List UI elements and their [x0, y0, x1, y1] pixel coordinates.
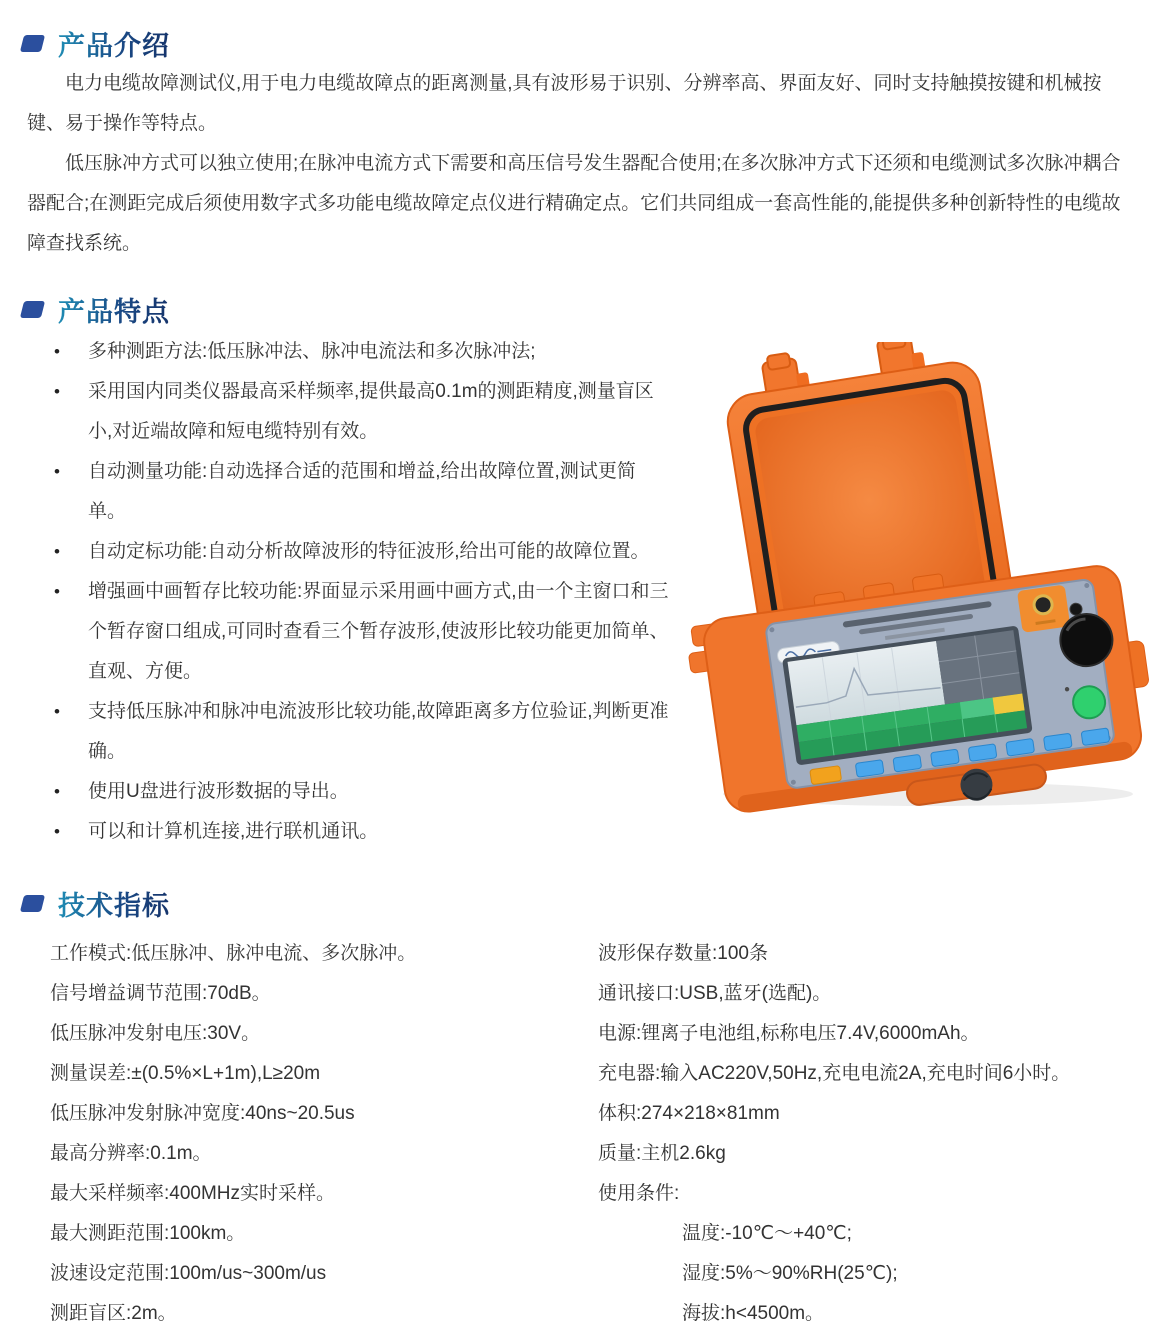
spec-line: 低压脉冲发射电压:30V。 — [50, 1023, 261, 1044]
feature-text: 采用国内同类仪器最高采样频率,提供最高0.1m的测距精度,测量盲区小,对近端故障和短电缆特别有效。 — [88, 381, 654, 442]
bullet-marker: • — [54, 702, 60, 721]
feature-text: 多种测距方法:低压脉冲法、脉冲电流法和多次脉冲法; — [88, 341, 536, 362]
feature-text: 使用U盘进行波形数据的导出。 — [88, 781, 349, 802]
conditions-label: 使用条件: — [598, 1183, 680, 1204]
spec-line: 通讯接口:USB,蓝牙(选配)。 — [598, 983, 832, 1004]
section-bullet-square — [20, 895, 45, 912]
product-photo-svg — [688, 342, 1150, 814]
feature-item — [54, 532, 670, 572]
specs-left-column — [50, 934, 598, 1334]
feature-item — [54, 572, 670, 692]
spec-line: 最高分辨率:0.1m。 — [50, 1143, 212, 1164]
feature-text: 支持低压脉冲和脉冲电流波形比较功能,故障距离多方位验证,判断更准确。 — [88, 701, 669, 762]
conditions-group — [598, 1214, 1150, 1334]
section-title-intro: 产品介绍 — [58, 24, 170, 63]
bullet-marker: • — [54, 542, 60, 561]
feature-item — [54, 772, 670, 812]
product-photo — [688, 342, 1150, 814]
bullet-marker: • — [54, 382, 60, 401]
feature-item — [54, 372, 670, 452]
feature-item — [54, 452, 670, 532]
section-title-specs: 技术指标 — [58, 884, 170, 923]
spec-line: 信号增益调节范围:70dB。 — [50, 983, 271, 1004]
spec-line: 低压脉冲发射脉冲宽度:40ns~20.5us — [50, 1103, 355, 1124]
feature-item — [54, 692, 670, 772]
feature-text: 可以和计算机连接,进行联机通讯。 — [88, 821, 379, 842]
spec-line: 测量误差:±(0.5%×L+1m),L≥20m — [50, 1063, 321, 1084]
intro-paragraph: 电力电缆故障测试仪,用于电力电缆故障点的距离测量,具有波形易于识别、分辨率高、界面友好、同时支持触摸按键和机械按键、易于操作等特点。 — [27, 73, 1102, 134]
bullet-marker: • — [54, 582, 60, 601]
condition-line: 湿度:5%～90%RH(25℃); — [682, 1263, 898, 1284]
condition-line: 温度:-10℃～+40℃; — [682, 1223, 852, 1244]
feature-text: 自动定标功能:自动分析故障波形的特征波形,给出可能的故障位置。 — [88, 541, 650, 562]
spec-line: 体积:274×218×81mm — [598, 1103, 780, 1124]
features-list — [54, 332, 670, 852]
spec-line: 工作模式:低压脉冲、脉冲电流、多次脉冲。 — [50, 943, 417, 964]
section-header-intro — [22, 24, 170, 63]
spec-line: 测距盲区:2m。 — [50, 1303, 177, 1324]
section-bullet-square — [20, 35, 45, 52]
bullet-marker: • — [54, 782, 60, 801]
feature-item — [54, 332, 670, 372]
spec-line: 最大测距范围:100km。 — [50, 1223, 246, 1244]
feature-text: 自动测量功能:自动选择合适的范围和增益,给出故障位置,测试更简单。 — [88, 461, 636, 522]
feature-text: 增强画中画暂存比较功能:界面显示采用画中画方式,由一个主窗口和三个暂存窗口组成,可同时查看三个暂存波形,使波形比较功能更加简单、直观、方便。 — [88, 581, 669, 682]
section-bullet-square — [20, 301, 45, 318]
panel-aux-block — [1017, 585, 1070, 633]
bullet-marker: • — [54, 342, 60, 361]
specs-columns — [50, 934, 1150, 1334]
spec-line: 质量:主机2.6kg — [598, 1143, 726, 1164]
bullet-marker: • — [54, 462, 60, 481]
intro-paragraph: 低压脉冲方式可以独立使用;在脉冲电流方式下需要和高压信号发生器配合使用;在多次脉冲方式下还须和电缆测试多次脉冲耦合器配合;在测距完成后须使用数字式多功能电缆故障定点仪进行精确定点。它们共同组成一套高性能的,能提供多种创新特性的电缆故障查找系统。 — [27, 153, 1121, 254]
section-title-features: 产品特点 — [58, 290, 170, 329]
spec-line: 最大采样频率:400MHz实时采样。 — [50, 1183, 336, 1204]
section-header-features — [22, 290, 170, 329]
specs-right-column — [598, 934, 1150, 1334]
condition-line: 海拔:h<4500m。 — [682, 1303, 825, 1324]
spec-line: 充电器:输入AC220V,50Hz,充电电流2A,充电时间6小时。 — [598, 1063, 1071, 1084]
section-header-specs — [22, 884, 170, 923]
bullet-marker: • — [54, 822, 60, 841]
spec-line: 波形保存数量:100条 — [598, 943, 768, 964]
spec-line: 电源:锂离子电池组,标称电压7.4V,6000mAh。 — [598, 1023, 980, 1044]
feature-item — [54, 812, 670, 852]
spec-line: 波速设定范围:100m/us~300m/us — [50, 1263, 327, 1284]
intro-paragraphs — [27, 64, 1128, 264]
